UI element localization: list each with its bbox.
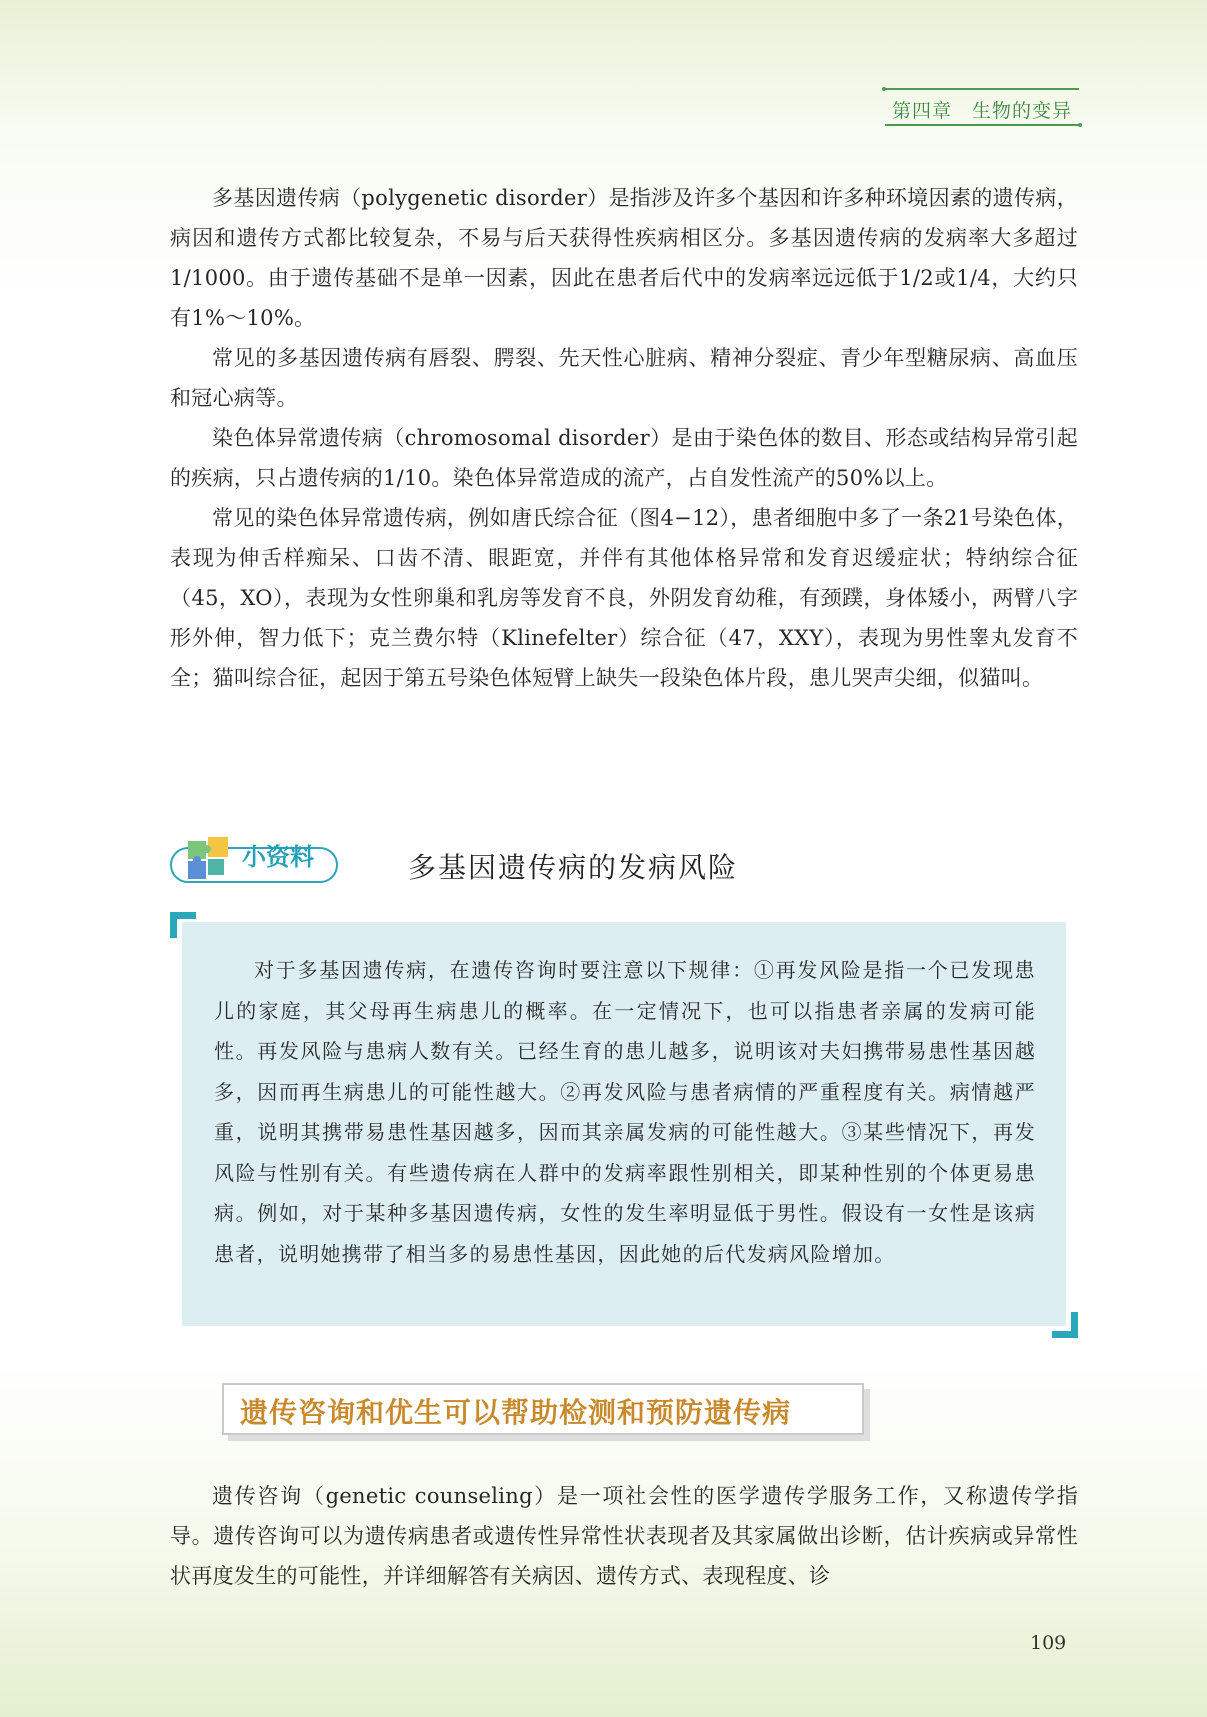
- section-heading-banner: [222, 1383, 864, 1435]
- puzzle-icon: [184, 835, 234, 885]
- chapter-title: 第四章 生物的变异: [891, 100, 1072, 122]
- paragraph-chromosomal: 染色体异常遗传病（chromosomal disorder）是由于染色体的数目、形态或结构异常引起的疾病，只占遗传病的1/10。染色体异常造成的流产，占自发性流产的50%以上。: [170, 426, 1078, 490]
- section-heading: 遗传咨询和优生可以帮助检测和预防遗传病: [240, 1396, 792, 1429]
- paragraph-genetic-counseling: 遗传咨询（genetic counseling）是一项社会性的医学遗传学服务工作，又称遗传学指导。遗传咨询可以为遗传病患者或遗传性异常性状表现者及其家属做出诊断，估计疾病或异常性状再度发生的可能性，并详细解答有关病因、遗传方式、表现程度、诊: [170, 1484, 1078, 1588]
- main-text: [170, 178, 1078, 698]
- info-box-text: 对于多基因遗传病，在遗传咨询时要注意以下规律：①再发风险是指一个已发现患儿的家庭，其父母再生病患儿的概率。在一定情况下，也可以指患者亲属的发病可能性。再发风险与患病人数有关。已经生育的患儿越多，说明该对夫妇携带易患性基因越多，因而再生病患儿的可能性越大。②再发风险与患者病情的严重程度有关。病情越严重，说明其携带易患性基因越多，因而其亲属发病的可能性越大。③某些情况下，再发风险与性别有关。有些遗传病在人群中的发病率跟性别相关，即某种性别的个体更易患病。例如，对于某种多基因遗传病，女性的发生率明显低于男性。假设有一女性是该病患者，说明她携带了相当多的易患性基因，因此她的后代发病风险增加。: [214, 958, 1036, 1266]
- page-number: 109: [1030, 1632, 1067, 1654]
- paragraph-polygenic-examples: 常见的多基因遗传病有唇裂、腭裂、先天性心脏病、精神分裂症、青少年型糖尿病、高血压和冠心病等。: [170, 346, 1078, 410]
- box-corner-bottom-right: [1052, 1312, 1078, 1338]
- info-box-label: [170, 835, 340, 881]
- info-label-text: 小资料: [242, 843, 314, 871]
- info-box-title: 多基因遗传病的发病风险: [408, 851, 739, 884]
- paragraph-chromosomal-examples: 常见的染色体异常遗传病，例如唐氏综合征（图4−12），患者细胞中多了一条21号染色体，表现为伸舌样痴呆、口齿不清、眼距宽，并伴有其他体格异常和发育迟缓症状；特纳综合征（45，XO），表现为女性卵巢和乳房等发育不良，外阴发育幼稚，有颈蹼，身体矮小，两臂八字形外伸，智力低下；克兰费尔特（Klinefelter）综合征（47，XXY），表现为男性睾丸发育不全；猫叫综合征，起因于第五号染色体短臂上缺失一段染色体片段，患儿哭声尖细，似猫叫。: [170, 506, 1078, 690]
- chapter-header: [885, 88, 1079, 126]
- section-text: [170, 1476, 1078, 1596]
- paragraph-polygenic: 多基因遗传病（polygenetic disorder）是指涉及许多个基因和许多种环境因素的遗传病，病因和遗传方式都比较复杂，不易与后天获得性疾病相区分。多基因遗传病的发病率大多超过1/1000。由于遗传基础不是单一因素，因此在患者后代中的发病率远远低于1/2或1/4，大约只有1%～10%。: [170, 186, 1078, 330]
